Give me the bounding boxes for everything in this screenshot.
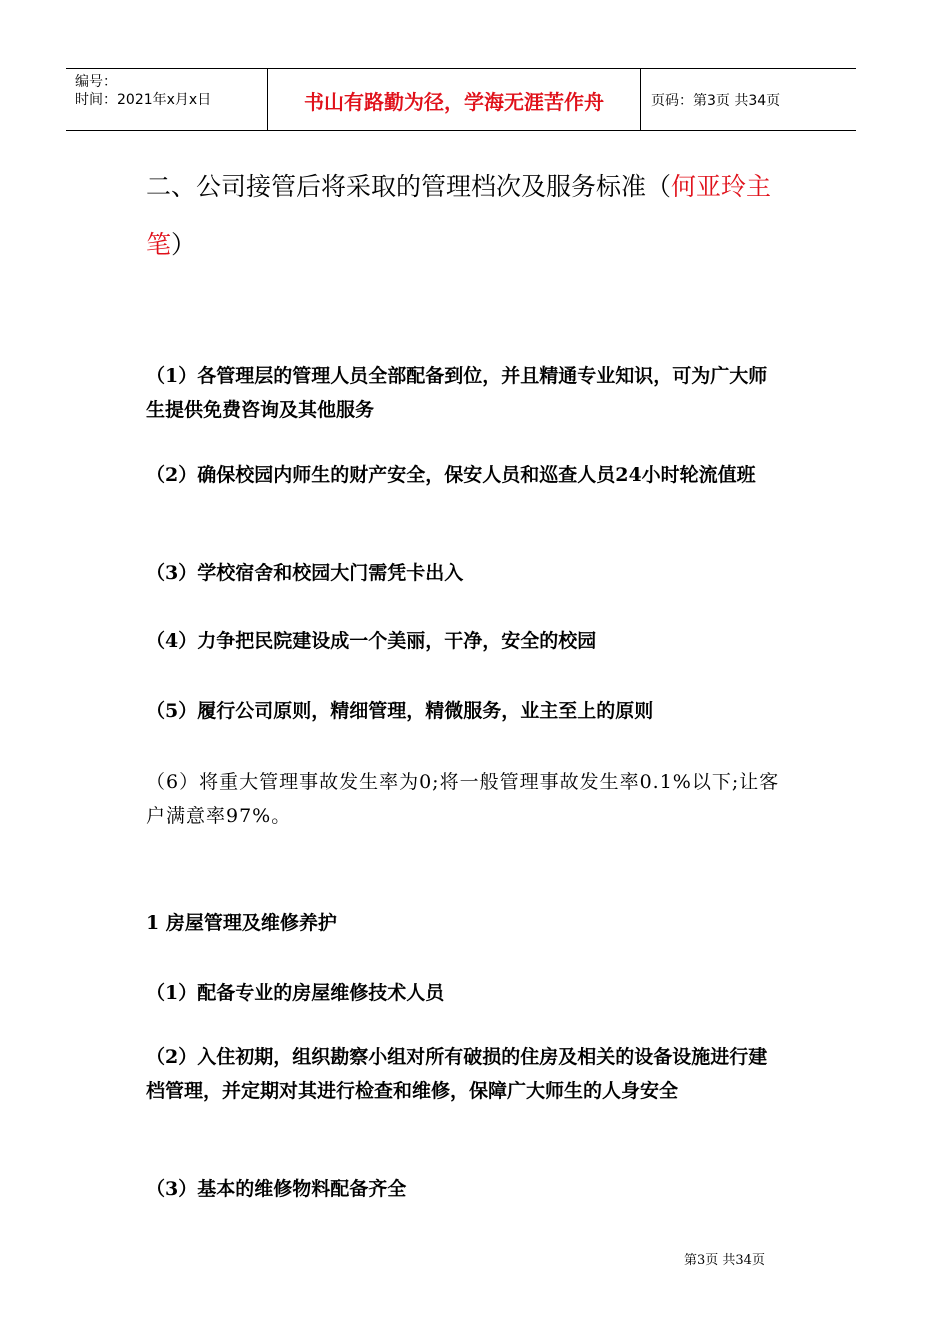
header-page-number: 页码：第3页 共34页 [651,93,781,109]
header-motto: 书山有路勤为径，学海无涯苦作舟 [304,90,604,114]
document-header [66,68,856,131]
section-title [146,158,786,274]
paragraph-6: （6）将重大管理事故发生率为0;将一般管理事故发生率0.1%以下;让客户满意率97%。 [146,771,780,827]
paragraph-3: （3）学校宿舍和校园大门需凭卡出入 [146,562,464,584]
paragraph-2: （2）确保校园内师生的财产安全，保安人员和巡查人员24小时轮流值班 [146,464,756,486]
date-label: 时间：2021年x月x日 [75,92,212,108]
section-title-author: 何亚玲主笔 [146,172,772,259]
subsection-heading: 1 房屋管理及维修养护 [146,912,337,934]
paragraph-4: （4）力争把民院建设成一个美丽，干净，安全的校园 [146,630,597,652]
header-motto-cell [268,69,641,130]
doc-number-label: 编号： [75,74,117,90]
paragraph-9: （3）基本的维修物料配备齐全 [146,1178,407,1200]
footer-page-number: 第3页 共34页 [684,1253,765,1268]
paragraph-1: （1）各管理层的管理人员全部配备到位，并且精通专业知识，可为广大师生提供免费咨询及其他服务 [146,365,768,421]
section-title-text: 二、公司接管后将采取的管理档次及服务标准（ [146,172,672,201]
header-page-cell [641,69,856,130]
paragraph-7: （1）配备专业的房屋维修技术人员 [146,982,445,1004]
paragraph-5: （5）履行公司原则，精细管理，精微服务，业主至上的原则 [146,700,654,722]
paragraph-8: （2）入住初期，组织勘察小组对所有破损的住房及相关的设备设施进行建档管理，并定期对其进行检查和维修，保障广大师生的人身安全 [146,1046,768,1102]
header-info-cell [66,69,268,130]
section-title-close: ） [171,230,197,259]
